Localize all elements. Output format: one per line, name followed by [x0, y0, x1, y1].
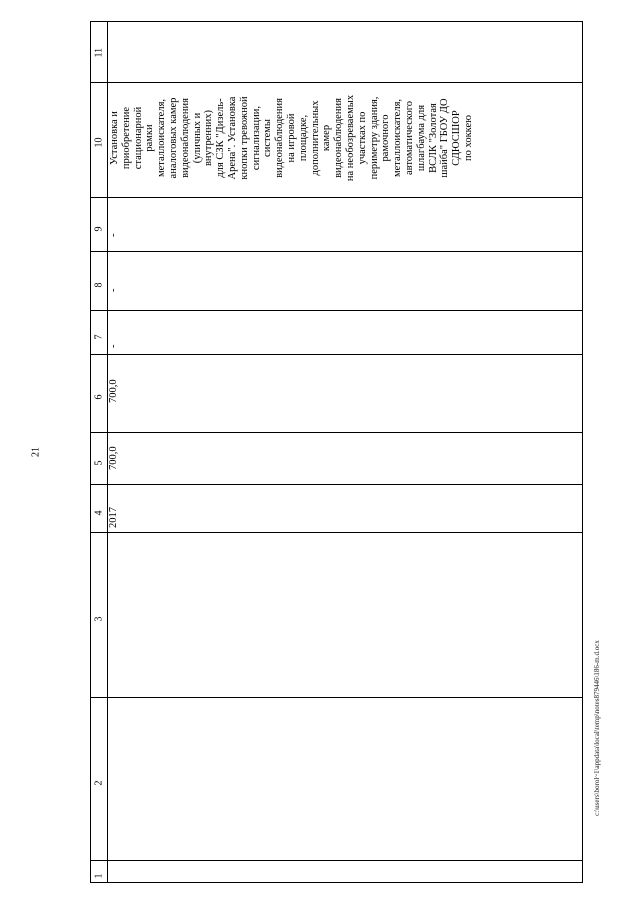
column-boundary: [91, 484, 582, 485]
column-number-5: 5: [93, 460, 105, 466]
column-number-4: 4: [93, 510, 105, 516]
column-number-3: 3: [93, 616, 105, 622]
column-number-10: 10: [93, 137, 105, 148]
description-text: Установка и приобретение стационарной рамки металлоискателя, аналоговых камер видеонаблюдения (уличных и внутренних) для СЗК "Дизель- Арена". Установка кнопки тревожной сигнализации, системы видеонаблюдения на игровой площадке, дополнительных камер видеонаблюдения на необозреваемых участках по периметру здания, рамочного металлоискателя, автоматического шлагбаума для ВСЛК "Золотая шайба" ГБОУ ДО СДЮСШОР по хоккею: [109, 94, 474, 182]
column-number-9: 9: [93, 226, 105, 232]
cell-col-8: -: [108, 288, 119, 292]
column-boundary: [91, 532, 582, 533]
column-number-6: 6: [93, 394, 105, 400]
column-boundary: [91, 697, 582, 698]
column-boundary: [91, 432, 582, 433]
column-number-1: 1: [93, 873, 105, 879]
column-boundary: [91, 251, 582, 252]
file-path-footer: c:\users\borol~1\appdata\local\temp\notes879446\186-m.d.ocx: [593, 640, 601, 816]
cell-col-9: -: [108, 233, 119, 237]
column-number-7: 7: [93, 334, 105, 340]
column-boundary: [91, 197, 582, 198]
column-number-2: 2: [93, 780, 105, 786]
cell-col-4-year: 2017: [108, 507, 119, 528]
column-number-8: 8: [93, 282, 105, 288]
cell-col-7: -: [108, 344, 119, 348]
page-number: 21: [30, 447, 42, 457]
column-number-11: 11: [93, 47, 105, 58]
cell-col-6: 700,0: [108, 379, 119, 403]
column-boundary: [91, 860, 582, 861]
column-boundary: [91, 354, 582, 355]
column-boundary: [91, 310, 582, 311]
cell-col-5: 700,0: [108, 446, 119, 470]
